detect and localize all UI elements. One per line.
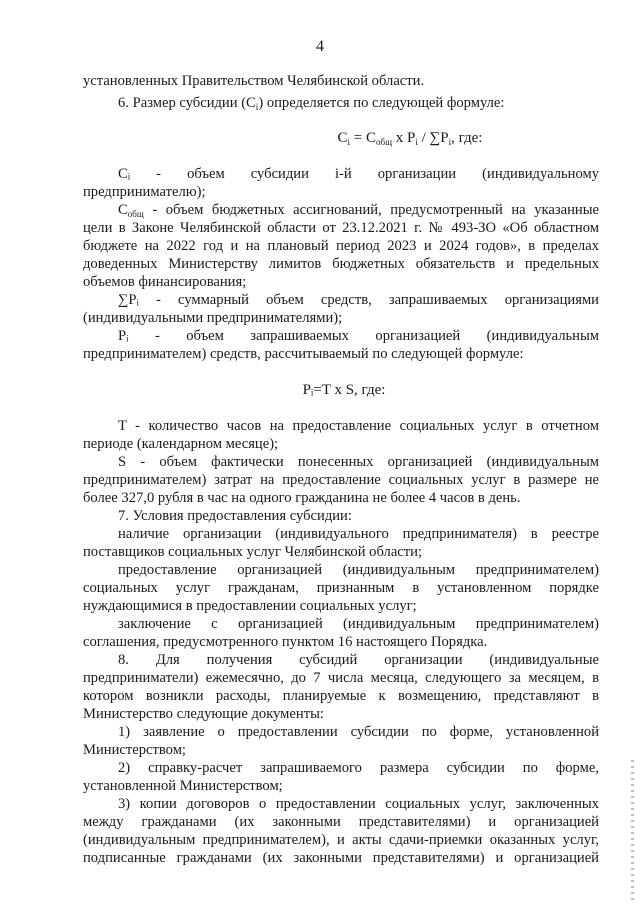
section-7-heading: 7. Условия предоставления субсидии:: [118, 508, 352, 524]
text-line: соглашения, предусмотренного пунктом 16 настоящего Порядка.: [83, 634, 488, 650]
text-line: Министерство следующие документы:: [83, 706, 324, 722]
text-line: предпринимателю);: [83, 184, 206, 200]
scan-margin-mark: [631, 760, 634, 900]
text-line: бюджете на 2022 год и на плановый период 2023 и 2024 годов», в пределах: [83, 238, 599, 254]
text-line: ∑Pᵢ - суммарный объем средств, запрашиваемых организациями: [118, 292, 599, 308]
text-line: более 327,0 рубля в час на одного гражданина не более 4 часов в день.: [83, 490, 521, 506]
section-8-heading: 8. Для получения субсидий организации (индивидуальные: [118, 652, 599, 668]
text-line: (индивидуальным предпринимателем), и акты сдачи-приемки оказанных услуг,: [83, 832, 599, 848]
section-6-heading: 6. Размер субсидии $(C_i)$ определяется по следующей формуле:: [118, 95, 505, 112]
text-line: доведенных Министерству лимитов бюджетных обязательств и предельных: [83, 256, 599, 272]
text-line: предприниматели) ежемесячно, до 7 числа месяца, следующего за месяцем, в: [83, 670, 599, 686]
text-line: предпринимателем) затрат на предоставление социальных услуг в размере не: [83, 472, 599, 488]
text-line: периоде (календарном месяце);: [83, 436, 279, 452]
page-number: 4: [316, 38, 324, 55]
text-line: T - количество часов на предоставление социальных услуг в отчетном: [118, 418, 599, 434]
definition-c-obsh: $C_{общ}$ - объем бюджетных ассигнований, предусмотренный на указанные: [118, 202, 599, 219]
text-line: наличие организации (индивидуального предпринимателя) в реестре: [118, 526, 599, 542]
text-line: Pᵢ - объем запрашиваемых организацией (индивидуальным: [118, 328, 599, 344]
text-line: объемов финансирования;: [83, 274, 247, 290]
text-line: установленной Министерством;: [83, 778, 283, 794]
text-line: 2) справку-расчет запрашиваемого размера субсидии по форме,: [118, 760, 599, 776]
formula-subsidy: $C_i = C_{общ}$ x $P_i / \sum P_i$, где:: [337, 130, 483, 147]
text-line: 3) копии договоров о предоставлении социальных услуг, заключенных: [118, 796, 599, 812]
formula-request: Pᵢ=T x S, где:: [302, 382, 386, 398]
text-line: (индивидуальными предпринимателями);: [83, 310, 343, 326]
text-line: подписанные гражданами (их законными представителями) и организацией: [83, 850, 599, 866]
text-line: поставщиков социальных услуг Челябинской области;: [83, 544, 423, 560]
text-line: между гражданами (их законными представителями) и организацией: [83, 814, 599, 830]
text-line: Министерством;: [83, 742, 186, 758]
text-line: установленных Правительством Челябинской области.: [83, 73, 425, 89]
text-line: S - объем фактически понесенных организацией (индивидуальным: [118, 454, 599, 470]
text-line: предоставление организацией (индивидуальным предпринимателем): [118, 562, 599, 578]
text-line: предпринимателем) средств, рассчитываемый по следующей формуле:: [83, 346, 524, 362]
text-line: котором возникли расходы, планируемые к возмещению, представляют в: [83, 688, 599, 704]
text-line: социальных услуг гражданам, признанным в установленном порядке: [83, 580, 599, 596]
text-line: 1) заявление о предоставлении субсидии по форме, установленной: [118, 724, 599, 740]
text-line: цели в Законе Челябинской области от 23.12.2021 г. № 493-ЗО «Об областном: [83, 220, 599, 236]
text-line: нуждающимися в предоставлении социальных услуг;: [83, 598, 417, 614]
text-line: заключение с организацией (индивидуальным предпринимателем): [118, 616, 599, 632]
text-line: Cᵢ - объем субсидии i-й организации (индивидуальному: [118, 166, 599, 182]
